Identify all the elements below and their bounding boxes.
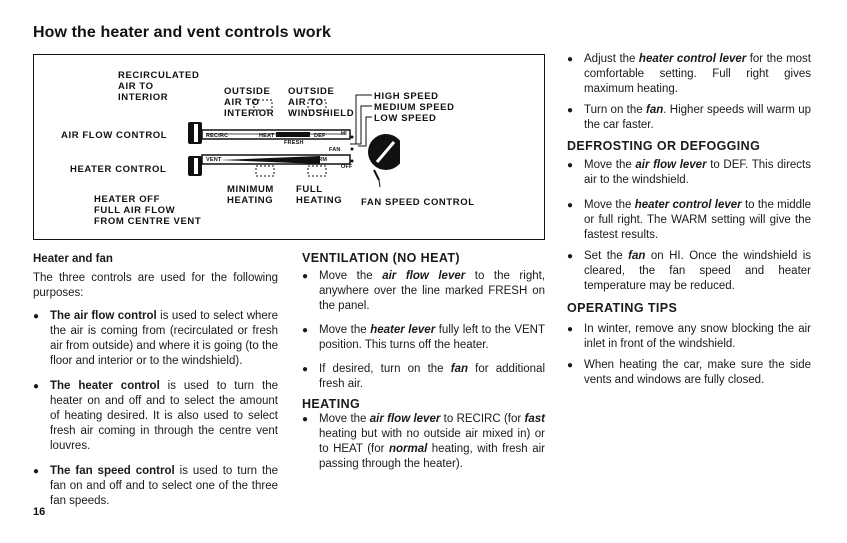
label-medium-speed: MEDIUM SPEED xyxy=(374,102,455,113)
label-air-flow-control: AIR FLOW CONTROL xyxy=(61,130,168,141)
list-item: ● The heater control is used to turn the heater on and off and to select the amount of heating desired. It is also used to select fresh air coming in through the centre vent louvres. xyxy=(33,379,278,454)
panel-off: OFF xyxy=(341,164,353,170)
list-item: ● Move the heater lever fully left to the VENT position. This turns off the heater. xyxy=(302,323,545,353)
page-number: 16 xyxy=(33,506,46,518)
heading-defrosting: DEFROSTING OR DEFOGGING xyxy=(567,139,761,153)
label-high-speed: HIGH SPEED xyxy=(374,91,439,102)
panel-warm: WARM xyxy=(309,157,328,163)
label-heater-control: HEATER CONTROL xyxy=(70,164,167,175)
heading-ventilation: VENTILATION (NO HEAT) xyxy=(302,251,460,265)
list-item: ● Move the air flow lever to DEF. This directs air to the windshield. xyxy=(567,158,811,188)
list-item: ● If desired, turn on the fan for additional fresh air. xyxy=(302,362,545,392)
list-item: ● Set the fan on HI. Once the windshield is cleared, the fan speed and heater temperature may be reduced. xyxy=(567,249,811,294)
panel-heat: HEAT xyxy=(259,133,275,139)
heading-heater-and-fan: Heater and fan xyxy=(33,253,113,265)
label-recirculated: RECIRCULATED AIR TO INTERIOR xyxy=(118,70,200,103)
label-minimum-heating: MINIMUM HEATING xyxy=(227,184,274,206)
list-item: ● The air flow control is used to select where the air is coming from (recirculated or fresh air from outside) and where it is going (to the floor and interior or to the windshield). xyxy=(33,309,278,369)
panel-vent: VENT xyxy=(206,157,222,163)
panel-fan: FAN xyxy=(329,147,341,153)
panel-recirc: RECIRC xyxy=(206,133,229,139)
page-title: How the heater and vent controls work xyxy=(33,24,331,41)
list-item: ● The fan speed control is used to turn the fan on and off and to select one of the three fan speeds. xyxy=(33,464,278,509)
list-item: ● Adjust the heater control lever for the most comfortable setting. Full right gives maximum heating. xyxy=(567,52,811,97)
list-item: ● Move the air flow lever to the right, anywhere over the line marked FRESH on the panel. xyxy=(302,269,545,314)
label-full-heating: FULL HEATING xyxy=(296,184,343,206)
control-panel-graphic xyxy=(180,92,400,202)
list-item: ● Move the heater control lever to the middle or full right. The WARM setting will give the fastest results. xyxy=(567,198,811,243)
panel-def: DEF xyxy=(314,133,326,139)
heading-heating: HEATING xyxy=(302,397,361,411)
panel-hi: HI xyxy=(341,131,347,137)
label-heater-off: HEATER OFF FULL AIR FLOW FROM CENTRE VENT xyxy=(94,194,202,227)
panel-fresh: FRESH xyxy=(284,140,304,146)
column-ventilation-heating xyxy=(302,250,545,481)
label-fan-speed-control: FAN SPEED CONTROL xyxy=(361,197,475,208)
intro-text: The three controls are used for the following purposes: xyxy=(33,272,278,299)
label-low-speed: LOW SPEED xyxy=(374,113,437,124)
list-item: ● Turn on the fan. Higher speeds will warm up the car faster. xyxy=(567,103,811,133)
list-item: ● When heating the car, make sure the side vents and windows are fully closed. xyxy=(567,358,811,388)
list-item: ● Move the air flow lever to RECIRC (for fast heating but with no outside air mixed in) or to HEAT (for normal heating, with fresh air passing through the heater). xyxy=(302,412,545,472)
column-heater-and-fan xyxy=(33,252,278,519)
column-defrost-tips xyxy=(567,52,811,397)
list-item: ● In winter, remove any snow blocking the air inlet in front of the windshield. xyxy=(567,322,811,352)
label-outside-interior: OUTSIDE AIR TO INTERIOR xyxy=(224,86,275,119)
label-outside-windshield: OUTSIDE AIR TO WINDSHIELD xyxy=(288,86,355,119)
heading-operating-tips: OPERATING TIPS xyxy=(567,301,678,315)
